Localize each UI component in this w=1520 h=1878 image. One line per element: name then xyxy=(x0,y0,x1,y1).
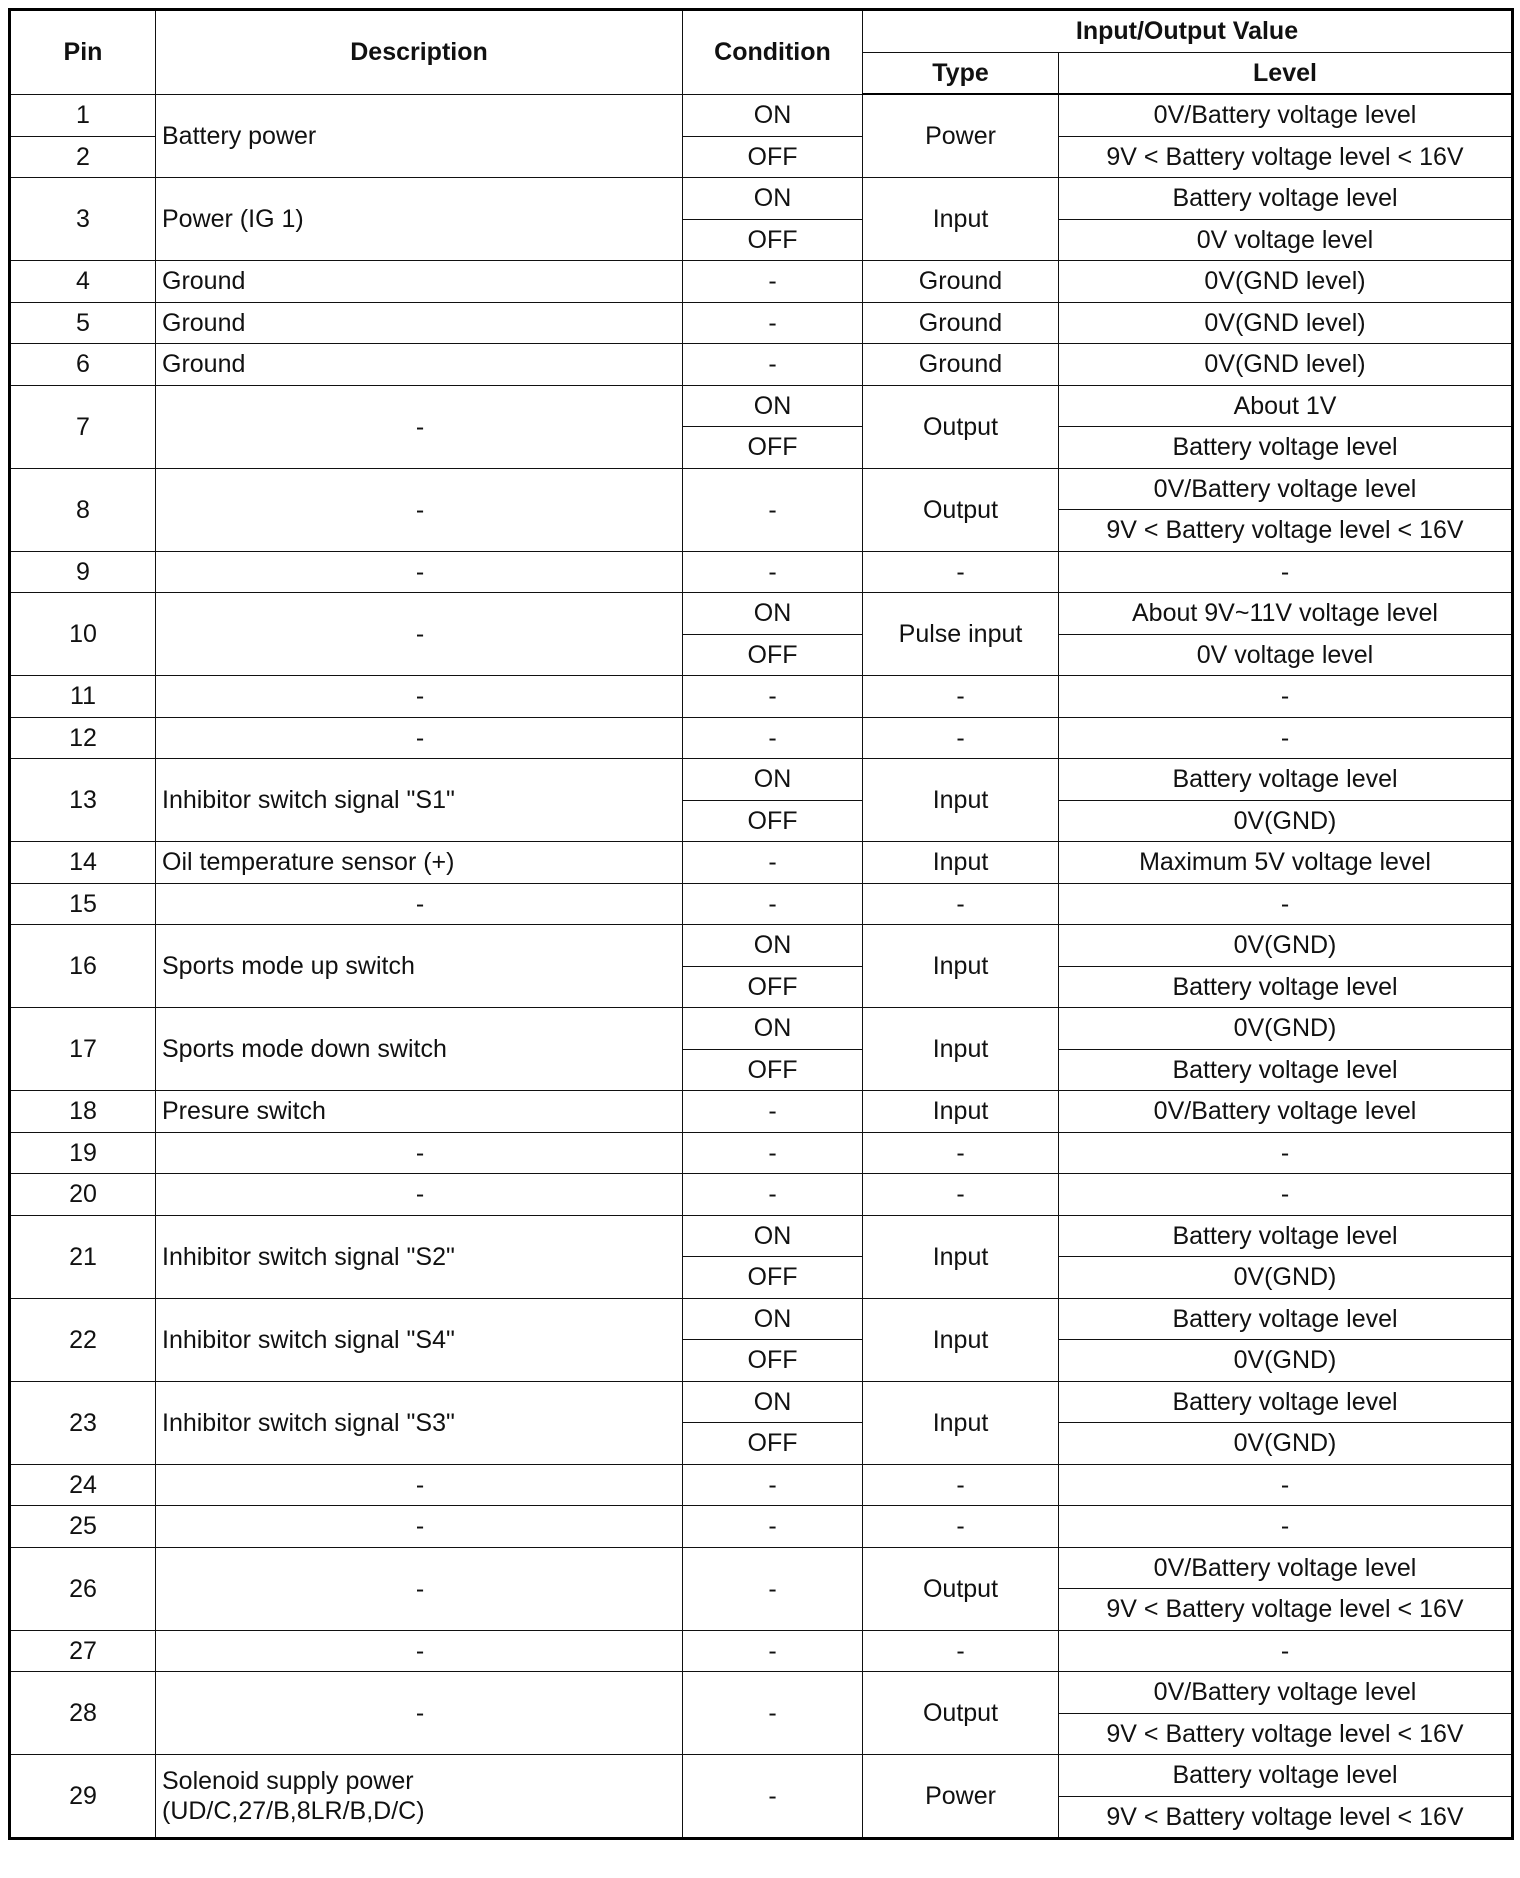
type-cell: - xyxy=(863,1464,1059,1506)
table-row xyxy=(10,1174,1513,1216)
level-cell: Battery voltage level xyxy=(1059,1381,1513,1423)
description-cell: - xyxy=(156,1174,683,1216)
description-cell: - xyxy=(156,1547,683,1630)
pin-cell: 16 xyxy=(10,925,156,1008)
table-row xyxy=(10,1630,1513,1672)
condition-cell: ON xyxy=(683,385,863,427)
level-cell: 0V/Battery voltage level xyxy=(1059,1091,1513,1133)
condition-cell: - xyxy=(683,842,863,884)
level-cell: - xyxy=(1059,883,1513,925)
condition-cell: - xyxy=(683,261,863,303)
type-cell: Input xyxy=(863,178,1059,261)
type-cell: - xyxy=(863,676,1059,718)
condition-cell: OFF xyxy=(683,219,863,261)
type-cell: Input xyxy=(863,1298,1059,1381)
table-row xyxy=(10,1132,1513,1174)
type-cell: - xyxy=(863,1506,1059,1548)
table-row xyxy=(10,385,1513,427)
description-cell: - xyxy=(156,551,683,593)
description-cell: Sports mode down switch xyxy=(156,1008,683,1091)
level-cell: - xyxy=(1059,676,1513,718)
condition-cell: OFF xyxy=(683,1340,863,1382)
header-row-1 xyxy=(10,10,1513,53)
type-cell: Input xyxy=(863,1008,1059,1091)
condition-cell: ON xyxy=(683,759,863,801)
pin-cell: 29 xyxy=(10,1755,156,1839)
type-cell: Output xyxy=(863,1672,1059,1755)
level-cell: 0V(GND) xyxy=(1059,925,1513,967)
pin-cell: 20 xyxy=(10,1174,156,1216)
pin-cell: 8 xyxy=(10,468,156,551)
table-row xyxy=(10,261,1513,303)
pin-cell: 25 xyxy=(10,1506,156,1548)
type-cell: Input xyxy=(863,759,1059,842)
pin-cell: 9 xyxy=(10,551,156,593)
type-cell: Input xyxy=(863,1381,1059,1464)
level-cell: Battery voltage level xyxy=(1059,1049,1513,1091)
condition-cell: OFF xyxy=(683,427,863,469)
level-cell: Battery voltage level xyxy=(1059,427,1513,469)
condition-cell: OFF xyxy=(683,966,863,1008)
type-cell: Power xyxy=(863,94,1059,178)
table-row xyxy=(10,1008,1513,1050)
pin-cell: 23 xyxy=(10,1381,156,1464)
pin-table xyxy=(8,8,1514,1840)
header-pin: Pin xyxy=(10,10,156,95)
type-cell: Input xyxy=(863,925,1059,1008)
level-cell: 9V < Battery voltage level < 16V xyxy=(1059,136,1513,178)
condition-cell: OFF xyxy=(683,136,863,178)
table-row xyxy=(10,1298,1513,1340)
level-cell: - xyxy=(1059,1464,1513,1506)
condition-cell: OFF xyxy=(683,1423,863,1465)
level-cell: 0V(GND) xyxy=(1059,800,1513,842)
table-row xyxy=(10,1506,1513,1548)
description-cell: Ground xyxy=(156,302,683,344)
pin-cell: 19 xyxy=(10,1132,156,1174)
description-cell: Solenoid supply power (UD/C,27/B,8LR/B,D/C) xyxy=(156,1755,683,1839)
pin-cell: 1 xyxy=(10,94,156,136)
level-cell: 0V(GND) xyxy=(1059,1423,1513,1465)
type-cell: Output xyxy=(863,468,1059,551)
description-cell: Ground xyxy=(156,261,683,303)
description-cell: Inhibitor switch signal "S4" xyxy=(156,1298,683,1381)
condition-cell: OFF xyxy=(683,634,863,676)
condition-cell: ON xyxy=(683,925,863,967)
level-cell: 9V < Battery voltage level < 16V xyxy=(1059,1713,1513,1755)
description-cell: Oil temperature sensor (+) xyxy=(156,842,683,884)
level-cell: 0V(GND) xyxy=(1059,1257,1513,1299)
condition-cell: - xyxy=(683,1547,863,1630)
pin-cell: 27 xyxy=(10,1630,156,1672)
description-cell: - xyxy=(156,883,683,925)
table-row xyxy=(10,178,1513,220)
condition-cell: - xyxy=(683,551,863,593)
pin-cell: 24 xyxy=(10,1464,156,1506)
condition-cell: ON xyxy=(683,1008,863,1050)
pin-cell: 28 xyxy=(10,1672,156,1755)
level-cell: Battery voltage level xyxy=(1059,1298,1513,1340)
level-cell: 9V < Battery voltage level < 16V xyxy=(1059,1796,1513,1839)
condition-cell: ON xyxy=(683,1298,863,1340)
condition-cell: - xyxy=(683,1132,863,1174)
table-row xyxy=(10,759,1513,801)
table-row xyxy=(10,717,1513,759)
table-row xyxy=(10,1091,1513,1133)
level-cell: - xyxy=(1059,551,1513,593)
level-cell: - xyxy=(1059,1506,1513,1548)
condition-cell: - xyxy=(683,1506,863,1548)
level-cell: 0V(GND) xyxy=(1059,1008,1513,1050)
header-condition: Condition xyxy=(683,10,863,95)
level-cell: Battery voltage level xyxy=(1059,1755,1513,1797)
pin-cell: 17 xyxy=(10,1008,156,1091)
description-cell: Ground xyxy=(156,344,683,386)
level-cell: 0V voltage level xyxy=(1059,634,1513,676)
pin-cell: 2 xyxy=(10,136,156,178)
pin-cell: 26 xyxy=(10,1547,156,1630)
condition-cell: ON xyxy=(683,178,863,220)
condition-cell: OFF xyxy=(683,1257,863,1299)
level-cell: 0V/Battery voltage level xyxy=(1059,1547,1513,1589)
condition-cell: - xyxy=(683,1672,863,1755)
pin-cell: 4 xyxy=(10,261,156,303)
level-cell: - xyxy=(1059,1132,1513,1174)
level-cell: Maximum 5V voltage level xyxy=(1059,842,1513,884)
condition-cell: - xyxy=(683,468,863,551)
description-cell: - xyxy=(156,1132,683,1174)
condition-cell: ON xyxy=(683,593,863,635)
type-cell: - xyxy=(863,883,1059,925)
description-cell: Sports mode up switch xyxy=(156,925,683,1008)
condition-cell: ON xyxy=(683,1215,863,1257)
condition-cell: ON xyxy=(683,94,863,136)
level-cell: Battery voltage level xyxy=(1059,759,1513,801)
level-cell: Battery voltage level xyxy=(1059,178,1513,220)
description-cell: Presure switch xyxy=(156,1091,683,1133)
description-cell: - xyxy=(156,1630,683,1672)
description-cell: Battery power xyxy=(156,94,683,178)
pin-cell: 11 xyxy=(10,676,156,718)
condition-cell: - xyxy=(683,676,863,718)
table-row xyxy=(10,1464,1513,1506)
level-cell: 0V(GND level) xyxy=(1059,344,1513,386)
condition-cell: - xyxy=(683,344,863,386)
condition-cell: ON xyxy=(683,1381,863,1423)
header-level: Level xyxy=(1059,52,1513,94)
level-cell: Battery voltage level xyxy=(1059,966,1513,1008)
level-cell: About 9V~11V voltage level xyxy=(1059,593,1513,635)
condition-cell: - xyxy=(683,717,863,759)
description-cell: - xyxy=(156,468,683,551)
header-type: Type xyxy=(863,52,1059,94)
description-cell: Inhibitor switch signal "S2" xyxy=(156,1215,683,1298)
condition-cell: - xyxy=(683,302,863,344)
description-cell: - xyxy=(156,1672,683,1755)
pin-cell: 7 xyxy=(10,385,156,468)
table-row xyxy=(10,94,1513,136)
type-cell: Output xyxy=(863,385,1059,468)
table-row xyxy=(10,593,1513,635)
condition-cell: - xyxy=(683,1630,863,1672)
type-cell: - xyxy=(863,1630,1059,1672)
level-cell: 0V(GND level) xyxy=(1059,302,1513,344)
type-cell: Output xyxy=(863,1547,1059,1630)
level-cell: 0V(GND level) xyxy=(1059,261,1513,303)
condition-cell: - xyxy=(683,1464,863,1506)
description-cell: Inhibitor switch signal "S1" xyxy=(156,759,683,842)
level-cell: 0V/Battery voltage level xyxy=(1059,94,1513,136)
table-row xyxy=(10,925,1513,967)
type-cell: - xyxy=(863,1132,1059,1174)
type-cell: Input xyxy=(863,1091,1059,1133)
type-cell: Ground xyxy=(863,344,1059,386)
table-body xyxy=(10,94,1513,1839)
table-row xyxy=(10,883,1513,925)
type-cell: Input xyxy=(863,842,1059,884)
table-row xyxy=(10,551,1513,593)
level-cell: - xyxy=(1059,717,1513,759)
level-cell: About 1V xyxy=(1059,385,1513,427)
level-cell: 0V voltage level xyxy=(1059,219,1513,261)
type-cell: Power xyxy=(863,1755,1059,1839)
pin-cell: 21 xyxy=(10,1215,156,1298)
condition-cell: - xyxy=(683,1755,863,1839)
table-row xyxy=(10,1755,1513,1797)
pin-cell: 13 xyxy=(10,759,156,842)
description-cell: - xyxy=(156,676,683,718)
description-cell: - xyxy=(156,1464,683,1506)
pin-cell: 15 xyxy=(10,883,156,925)
level-cell: Battery voltage level xyxy=(1059,1215,1513,1257)
level-cell: 9V < Battery voltage level < 16V xyxy=(1059,510,1513,552)
description-cell: - xyxy=(156,1506,683,1548)
table-row xyxy=(10,1215,1513,1257)
description-cell: - xyxy=(156,593,683,676)
table-row xyxy=(10,1381,1513,1423)
pin-cell: 18 xyxy=(10,1091,156,1133)
type-cell: Ground xyxy=(863,302,1059,344)
type-cell: Pulse input xyxy=(863,593,1059,676)
level-cell: 9V < Battery voltage level < 16V xyxy=(1059,1589,1513,1631)
level-cell: 0V/Battery voltage level xyxy=(1059,468,1513,510)
table-row xyxy=(10,1672,1513,1714)
pin-cell: 5 xyxy=(10,302,156,344)
condition-cell: - xyxy=(683,883,863,925)
table-row xyxy=(10,676,1513,718)
table-row xyxy=(10,302,1513,344)
pin-cell: 6 xyxy=(10,344,156,386)
table-row xyxy=(10,1547,1513,1589)
pin-cell: 10 xyxy=(10,593,156,676)
level-cell: 0V(GND) xyxy=(1059,1340,1513,1382)
level-cell: - xyxy=(1059,1630,1513,1672)
type-cell: - xyxy=(863,717,1059,759)
type-cell: Input xyxy=(863,1215,1059,1298)
condition-cell: - xyxy=(683,1174,863,1216)
condition-cell: OFF xyxy=(683,1049,863,1091)
pin-cell: 12 xyxy=(10,717,156,759)
table-header xyxy=(10,10,1513,95)
condition-cell: - xyxy=(683,1091,863,1133)
table-row xyxy=(10,344,1513,386)
type-cell: Ground xyxy=(863,261,1059,303)
pin-cell: 14 xyxy=(10,842,156,884)
pin-cell: 3 xyxy=(10,178,156,261)
description-cell: - xyxy=(156,385,683,468)
description-cell: Power (IG 1) xyxy=(156,178,683,261)
type-cell: - xyxy=(863,551,1059,593)
type-cell: - xyxy=(863,1174,1059,1216)
condition-cell: OFF xyxy=(683,800,863,842)
level-cell: - xyxy=(1059,1174,1513,1216)
description-cell: - xyxy=(156,717,683,759)
description-cell: Inhibitor switch signal "S3" xyxy=(156,1381,683,1464)
table-row xyxy=(10,468,1513,510)
table-row xyxy=(10,842,1513,884)
header-description: Description xyxy=(156,10,683,95)
header-io-value: Input/Output Value xyxy=(863,10,1513,53)
pin-cell: 22 xyxy=(10,1298,156,1381)
level-cell: 0V/Battery voltage level xyxy=(1059,1672,1513,1714)
